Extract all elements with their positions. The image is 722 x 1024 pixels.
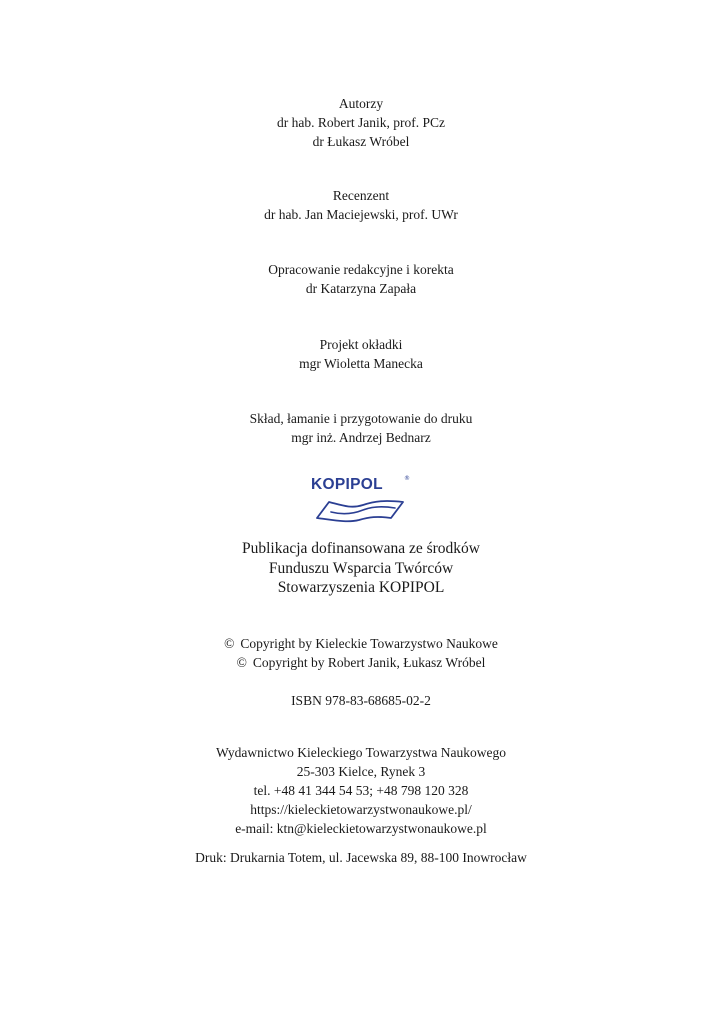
kopipol-logo (311, 476, 411, 524)
kopipol-logo-text: KOPIPOL (311, 476, 383, 493)
copyright-line (0, 653, 722, 672)
copyright-symbol: © (224, 636, 235, 651)
cover-design-section (0, 335, 722, 373)
funding-section (0, 539, 722, 598)
printer-section (0, 848, 722, 867)
typesetting-name: mgr inż. Andrzej Bednarz (291, 430, 431, 445)
typesetting-section (0, 409, 722, 447)
publisher-email: e-mail: ktn@kieleckietowarzystwonaukowe.pl (235, 821, 487, 836)
editing-section (0, 260, 722, 298)
funding-line: Publikacja dofinansowana ze środków (241, 540, 481, 557)
funding-line: Stowarzyszenia KOPIPOL (277, 579, 445, 596)
publisher-section (0, 743, 722, 838)
reviewer-section (0, 186, 722, 224)
publisher-name: Wydawnictwo Kieleckiego Towarzystwa Naukowego (215, 745, 507, 760)
cover-design-name: mgr Wioletta Manecka (299, 356, 423, 371)
editing-heading: Opracowanie redakcyjne i korekta (268, 262, 454, 277)
reviewer-name: dr hab. Jan Maciejewski, prof. UWr (264, 207, 458, 222)
authors-heading: Autorzy (338, 96, 384, 111)
copyright-symbol: © (236, 655, 247, 670)
isbn-section (0, 691, 722, 710)
authors-section (0, 94, 722, 151)
publisher-website: https://kieleckietowarzystwonaukowe.pl/ (250, 802, 472, 817)
open-book-icon (311, 496, 411, 524)
reviewer-heading: Recenzent (332, 188, 390, 203)
copyright-line (0, 634, 722, 653)
registered-mark: ® (404, 475, 410, 482)
copyright-text: Copyright by Kieleckie Towarzystwo Naukowe (240, 636, 498, 651)
author-name: dr hab. Robert Janik, prof. PCz (277, 115, 445, 130)
funding-line: Funduszu Wsparcia Twórców (268, 559, 454, 577)
cover-design-heading: Projekt okładki (319, 337, 403, 352)
isbn: ISBN 978-83-68685-02-2 (291, 693, 431, 708)
publisher-phone: tel. +48 41 344 54 53; +48 798 120 328 (253, 783, 469, 798)
copyright-section (0, 634, 722, 672)
printer-info: Druk: Drukarnia Totem, ul. Jacewska 89, 88-100 Inowrocław (195, 850, 527, 865)
editing-name: dr Katarzyna Zapała (305, 281, 417, 296)
copyright-text: Copyright by Robert Janik, Łukasz Wróbel (252, 655, 486, 670)
author-name: dr Łukasz Wróbel (312, 134, 410, 149)
typesetting-heading: Skład, łamanie i przygotowanie do druku (249, 411, 473, 426)
publisher-address: 25-303 Kielce, Rynek 3 (296, 764, 426, 779)
